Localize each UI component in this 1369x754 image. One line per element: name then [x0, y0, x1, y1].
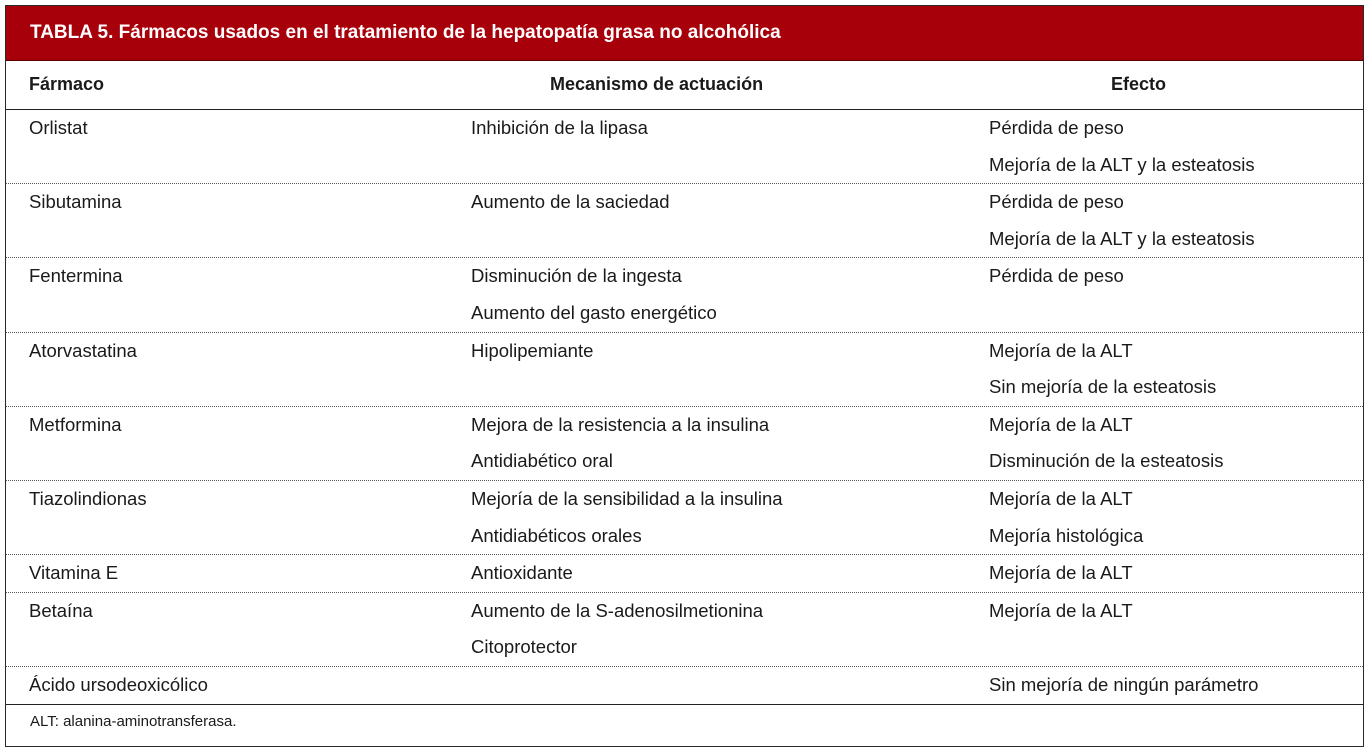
- cell-efecto: [989, 110, 1255, 183]
- cell-efecto: [989, 184, 1255, 257]
- table-row: [6, 667, 1363, 705]
- cell-farmaco: [29, 258, 123, 295]
- cell-farmaco-line: Atorvastatina: [29, 339, 137, 361]
- cell-mecanismo-line: Aumento del gasto energético: [471, 301, 717, 323]
- cell-efecto-line: Disminución de la esteatosis: [989, 450, 1224, 472]
- cell-mecanismo-line: Citoprotector: [471, 636, 577, 658]
- cell-efecto-line: Pérdida de peso: [989, 265, 1124, 287]
- cell-efecto: [989, 258, 1124, 295]
- header-farmaco: Fármaco: [29, 74, 105, 94]
- cell-mecanismo-line: Mejora de la resistencia a la insulina: [471, 413, 770, 435]
- cell-mecanismo-line: Mejoría de la sensibilidad a la insulina: [471, 487, 783, 509]
- cell-mecanismo-line: Aumento de la S-adenosilmetionina: [471, 599, 764, 621]
- cell-efecto-line: Mejoría de la ALT: [989, 339, 1133, 361]
- cell-farmaco-line: Vitamina E: [29, 562, 119, 584]
- cell-mecanismo: [471, 407, 769, 480]
- header-mecanismo: Mecanismo de actuación: [550, 74, 764, 94]
- cell-mecanismo: [471, 258, 717, 331]
- cell-efecto-line: Pérdida de peso: [989, 117, 1124, 138]
- table-row: [6, 481, 1363, 555]
- cell-mecanismo: [471, 110, 648, 147]
- table-title: TABLA 5. Fármacos usados en el tratamiento de la hepatopatía grasa no alcohólica: [6, 6, 1363, 61]
- cell-efecto-line: Mejoría de la ALT: [989, 487, 1133, 509]
- cell-farmaco: [29, 667, 208, 704]
- cell-mecanismo-line: Inhibición de la lipasa: [471, 117, 648, 138]
- cell-mecanismo-line: Antidiabético oral: [471, 450, 613, 472]
- table-row: [6, 258, 1363, 332]
- cell-mecanismo-line: Hipolipemiante: [471, 339, 594, 361]
- cell-farmaco-line: Fentermina: [29, 265, 123, 287]
- cell-farmaco: [29, 555, 118, 592]
- cell-efecto-line: Mejoría de la ALT y la esteatosis: [989, 153, 1255, 175]
- cell-efecto-line: Mejoría de la ALT y la esteatosis: [989, 227, 1255, 249]
- cell-mecanismo: [471, 555, 573, 592]
- cell-mecanismo: [471, 333, 593, 370]
- cell-farmaco-line: Ácido ursodeoxicólico: [29, 673, 208, 695]
- cell-efecto: [989, 333, 1216, 406]
- table-row: [6, 593, 1363, 667]
- drug-table: [5, 5, 1364, 747]
- cell-mecanismo-line: Aumento de la saciedad: [471, 191, 670, 213]
- header-efecto: Efecto: [1111, 74, 1167, 94]
- cell-farmaco-line: Sibutamina: [29, 191, 122, 213]
- cell-farmaco: [29, 593, 93, 630]
- table-row: [6, 333, 1363, 407]
- table-row: [6, 555, 1363, 593]
- cell-farmaco-line: Tiazolindionas: [29, 487, 147, 509]
- cell-efecto-line: Mejoría de la ALT: [989, 413, 1133, 435]
- cell-efecto: [989, 555, 1133, 592]
- table-row: [6, 110, 1363, 184]
- cell-farmaco-line: Orlistat: [29, 117, 88, 138]
- cell-efecto: [989, 593, 1133, 630]
- cell-mecanismo-line: Disminución de la ingesta: [471, 265, 682, 287]
- cell-mecanismo-line: Antioxidante: [471, 562, 573, 584]
- table-footnote: ALT: alanina-aminotransferasa.: [30, 712, 237, 730]
- table-body: [6, 110, 1363, 705]
- cell-efecto-line: Mejoría de la ALT: [989, 562, 1133, 584]
- cell-farmaco: [29, 407, 122, 444]
- cell-mecanismo-line: Antidiabéticos orales: [471, 524, 642, 546]
- table-row: [6, 184, 1363, 258]
- cell-efecto: [989, 667, 1258, 704]
- cell-farmaco: [29, 110, 88, 147]
- cell-efecto-line: Mejoría histológica: [989, 524, 1144, 546]
- table-row: [6, 407, 1363, 481]
- cell-mecanismo: [471, 593, 763, 666]
- cell-farmaco: [29, 184, 122, 221]
- cell-efecto-line: Sin mejoría de la esteatosis: [989, 376, 1217, 398]
- cell-mecanismo: [471, 184, 670, 221]
- cell-mecanismo: [471, 481, 783, 554]
- cell-efecto: [989, 481, 1143, 554]
- cell-efecto-line: Sin mejoría de ningún parámetro: [989, 673, 1259, 695]
- cell-efecto: [989, 407, 1223, 480]
- cell-efecto-line: Mejoría de la ALT: [989, 599, 1133, 621]
- cell-farmaco: [29, 333, 137, 370]
- cell-farmaco-line: Betaína: [29, 599, 93, 621]
- table-header-row: [6, 61, 1363, 110]
- cell-efecto-line: Pérdida de peso: [989, 191, 1124, 213]
- cell-farmaco-line: Metformina: [29, 413, 122, 435]
- cell-farmaco: [29, 481, 147, 518]
